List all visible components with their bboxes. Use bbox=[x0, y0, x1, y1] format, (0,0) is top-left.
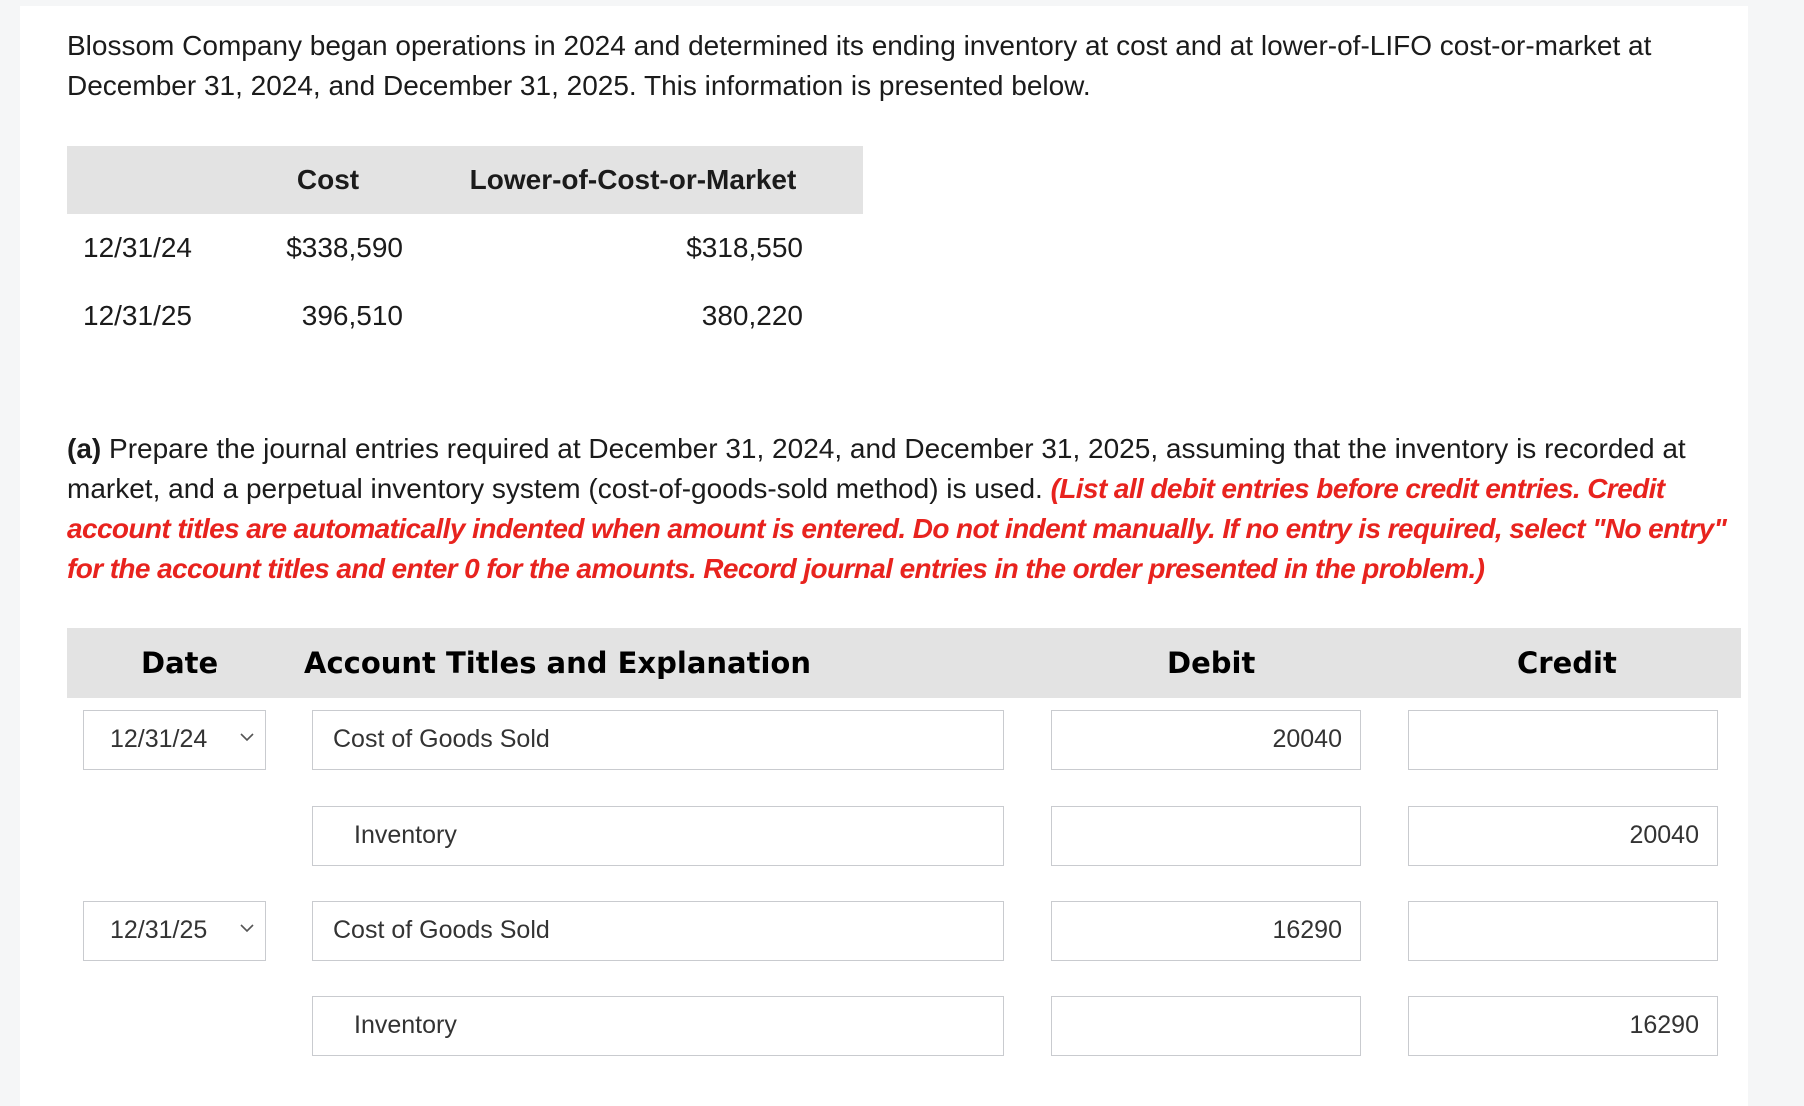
journal-header-account: Account Titles and Explanation bbox=[304, 646, 811, 680]
account-title-input[interactable]: Cost of Goods Sold bbox=[312, 901, 1004, 961]
table-row bbox=[67, 214, 863, 282]
account-title-input[interactable]: Cost of Goods Sold bbox=[312, 710, 1004, 770]
credit-input[interactable]: 16290 bbox=[1408, 996, 1718, 1056]
row-date: 12/31/24 bbox=[83, 232, 192, 263]
inventory-table-header bbox=[67, 146, 863, 214]
journal-header-credit: Credit bbox=[1517, 646, 1617, 680]
table-row bbox=[67, 282, 863, 350]
date-select-value: 12/31/25 bbox=[110, 916, 208, 944]
question-label: (a) bbox=[67, 433, 102, 464]
journal-header-date: Date bbox=[141, 646, 219, 680]
row-date: 12/31/25 bbox=[83, 300, 192, 331]
credit-input[interactable] bbox=[1408, 901, 1718, 961]
question-instructions: (List all debit entries before credit entries. Credit account titles are automatically indented when amount is entered. Do not indent manually. If no entry is required, select "No entry" for the account titles and enter 0 for the amounts. Record journal entries in the order presented in the problem.) bbox=[67, 473, 1727, 584]
header-lcm: Lower-of-Cost-or-Market bbox=[403, 146, 863, 214]
row-cost: $338,590 bbox=[286, 232, 403, 263]
debit-input[interactable] bbox=[1051, 996, 1361, 1056]
date-select[interactable] bbox=[83, 710, 266, 770]
debit-input[interactable]: 20040 bbox=[1051, 710, 1361, 770]
header-blank bbox=[67, 146, 253, 214]
date-select-value: 12/31/24 bbox=[110, 725, 208, 753]
question-body: Prepare the journal entries required at December 31, 2024, and December 31, 2025, assuming that the inventory is recorded at market, and a perpetual inventory system (cost-of-goods-sold method) is used. bbox=[67, 433, 1686, 504]
inventory-table bbox=[67, 146, 863, 350]
credit-input[interactable]: 20040 bbox=[1408, 806, 1718, 866]
header-cost: Cost bbox=[253, 146, 403, 214]
question-text bbox=[67, 429, 1747, 589]
problem-intro: Blossom Company began operations in 2024 and determined its ending inventory at cost and at lower-of-LIFO cost-or-market at December 31, 2024, and December 31, 2025. This information is presented below. bbox=[67, 30, 1652, 101]
debit-input[interactable] bbox=[1051, 806, 1361, 866]
row-cost: 396,510 bbox=[301, 300, 403, 331]
credit-input[interactable] bbox=[1408, 710, 1718, 770]
chevron-down-icon bbox=[239, 729, 255, 745]
chevron-down-icon bbox=[239, 920, 255, 936]
account-title-input[interactable]: Inventory bbox=[312, 806, 1004, 866]
account-title-input[interactable]: Inventory bbox=[312, 996, 1004, 1056]
row-lcm: $318,550 bbox=[686, 232, 803, 263]
date-select[interactable] bbox=[83, 901, 266, 961]
content-panel bbox=[20, 6, 1748, 1106]
journal-header-debit: Debit bbox=[1167, 646, 1256, 680]
row-lcm: 380,220 bbox=[701, 300, 803, 331]
debit-input[interactable]: 16290 bbox=[1051, 901, 1361, 961]
journal-header bbox=[67, 628, 1741, 698]
